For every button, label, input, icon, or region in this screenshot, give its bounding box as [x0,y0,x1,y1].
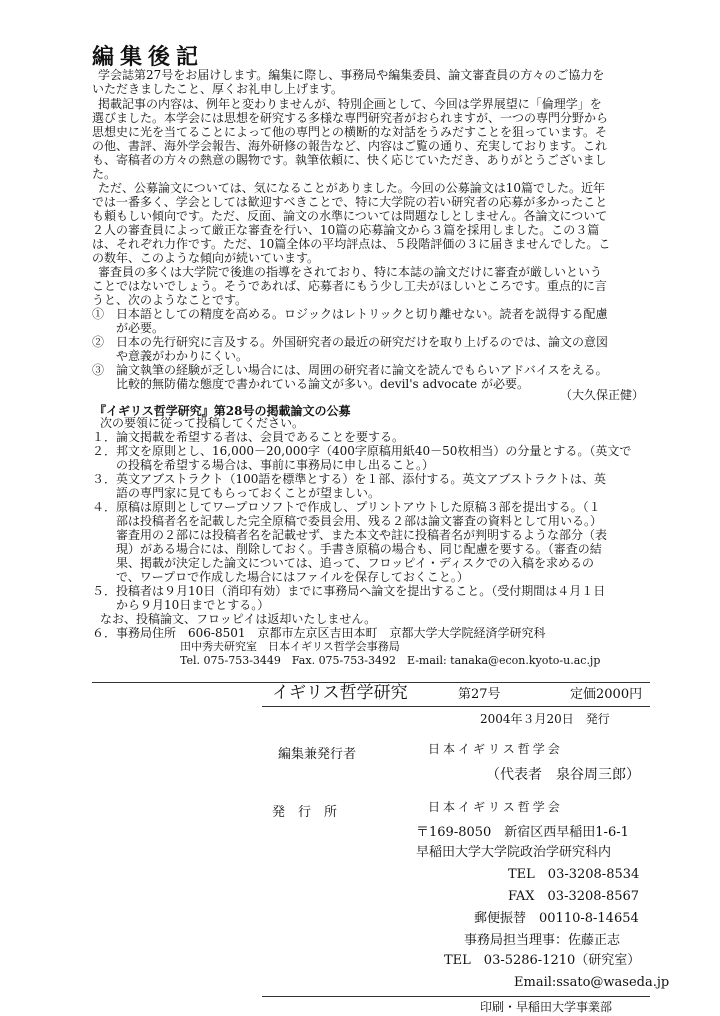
divider [262,996,650,997]
list-item: が必要。 [92,321,165,335]
text-line: 思想史に光を当てることによって他の専門との横断的な対話をうみだすことを狙っています。そ [92,125,608,139]
tel: TEL 03-3208-8534 [508,867,640,882]
list-item: 審査用の２部には投稿者名を記載せず、また本文や註に投稿者名が判明するような部分（表 [92,528,608,542]
printer: 印刷・早稲田大学事業部 [480,1000,613,1014]
contact-person: 事務局担当理事：佐藤正志 [464,933,621,948]
signature: （大久保正健） [560,388,645,402]
email: Email:ssato@waseda.jp [514,975,670,990]
text-line: ２人の審査員によって厳正な審査を行い、10篇の応募論文から３篇を採用しました。この３篇 [92,223,600,237]
list-item: Tel. 075-753-3449 Fax. 075-753-3492 E-mail: tanaka@econ.kyoto-u.ac.jp [92,654,601,667]
list-item: 果、掲載が決定した論文については、追って、フロッピイ・ディスクでの入稿を求めるの [92,556,594,570]
text-line: ただ、公募論文については、気になることがありました。今回の公募論文は10篇でした。近年 [98,181,606,195]
text-line: うと、次のようなことです。 [92,293,248,307]
list-item: ６．事務局住所 606-8501 京都市左京区吉田本町 京都大学大学院経済学研究科 [92,626,546,640]
list-item: 部は投稿者名を記載した完全原稿で委員会用、残る２部は論文審査の資料として用いる。） [92,514,603,528]
text-line: 学会誌第27号をお届けします。編集に際し、事務局や編集委員、論文審査員の方々のご協力を [98,68,605,82]
list-item: 現）がある場合には、削除しておく。手書き原稿の場合も、同じ配慮を要する。（審査の結 [92,542,602,556]
text-line: 審査員の多くは大学院で後進の指導をされており、特に本誌の論文だけに審査が厳しいという [98,265,603,279]
postscript-title: 編集後記 [92,45,205,70]
text-line: 選びました。本学会には思想を研究する多様な専門研究者がおられますが、一つの専門分野から [92,111,609,125]
list-item: で、ワープロで作成した場合にはファイルを保存しておくこと。） [92,570,469,584]
divider [262,706,650,707]
text-line: 掲載記事の内容は、例年と変わりませんが、特別企画として、今回は学界展望に「倫理学」を [98,97,602,111]
list-item: 田中秀夫研究室 日本イギリス哲学会事務局 [92,640,400,653]
postal-transfer: 郵便振替 00110-8-14654 [474,911,639,926]
publisher-name: 日本イギリス哲学会 [428,800,563,814]
text-line: ことではないでしょう。そうであれば、応募者にもう少し工夫がほしいところです。重点的に言 [92,279,607,293]
address-line: 〒169-8050 新宿区西早稲田1-6-1 [416,825,629,840]
editor-name: 日本イギリス哲学会 [428,742,563,756]
list-item: ４．原稿は原則としてワープロソフトで作成し、プリントアウトした原稿３部を提出する。（１ [92,500,601,514]
text-line: も頼もしい傾向です。ただ、反面、論文の水準については問題なしとしません。各論文について [92,209,608,223]
text-line: は、それぞれ力作です。ただ、10篇全体の平均評点は、５段階評価の３に届きませんでした。こ [92,237,611,251]
list-item: ② 日本の先行研究に言及する。外国研究者の最近の研究だけを取り上げるのでは、論文の意図 [92,335,609,349]
publisher-label: 発 行 所 [272,805,338,820]
price: 定価2000円 [570,687,643,702]
text-line: た。 [92,167,117,181]
publication-date: 2004年３月20日 発行 [480,712,610,726]
representative: （代表者 泉谷周三郎） [486,767,640,783]
list-item: １．論文掲載を希望する者は、会員であることを要する。 [92,430,405,444]
text-line: の数年、このような傾向が続いています。 [92,251,320,265]
list-item: から９月10日までとする。） [92,598,270,612]
journal-title: イギリス哲学研究 [272,683,408,703]
contact-tel: TEL 03-5286-1210（研究室） [444,953,641,968]
text-line: では一番多く、学会としては歓迎すべきことで、特に大学院の若い研究者の応募が多かったこと [92,195,608,209]
text-line: 次の要領に従って投稿してください。 [100,416,305,430]
text-line: いただきましたこと、厚くお礼申し上げます。 [92,82,344,96]
list-item: の投稿を希望する場合は、事前に事務局に申し出ること。） [92,458,435,472]
list-item: ③ 論文執筆の経験が乏しい場合には、周囲の研究者に論文を読んでもらいアドバイスをえる。 [92,363,608,377]
fax: FAX 03-3208-8567 [508,889,640,904]
list-item: ５．投稿者は９月10日（消印有効）までに事務局へ論文を提出すること。（受付期間は４月１日 [92,584,606,598]
list-item: 比較的無防備な態度で書かれている論文が多い。devil's advocate が必要。 [92,377,529,391]
list-item: 語の専門家に見てもらっておくことが望ましい。 [92,486,381,500]
list-item: や意義がわかりにくい。 [92,349,249,363]
issue-number: 第27号 [458,687,501,702]
call-title: 『イギリス哲学研究』第28号の掲載論文の公募 [94,404,351,418]
list-item: ① 日本語としての精度を高める。ロジックはレトリックと切り離せない。読者を説得する配慮 [92,307,608,321]
address-line: 早稲田大学大学院政治学研究科内 [416,845,612,860]
list-item: ２．邦文を原則とし、16,000－20,000字（400字原稿用紙40－50枚相当）の分量とする。（英文で [92,444,632,458]
editor-label: 編集兼発行者 [278,747,357,762]
text-line: も、寄稿者の方々の熱意の賜物です。執筆依頼に、快く応じていただき、ありがとうございまし [92,153,607,167]
text-line: の他、書評、海外学会報告、海外研修の報告など、内容はご覧の通り、充実しております。これ [92,139,608,153]
list-item: ３．英文アブストラクト（100語を標準とする）を１部、添付する。英文アブストラクトは、英 [92,472,606,486]
text-line: なお、投稿論文、フロッピイは返却いたしません。 [100,612,377,626]
